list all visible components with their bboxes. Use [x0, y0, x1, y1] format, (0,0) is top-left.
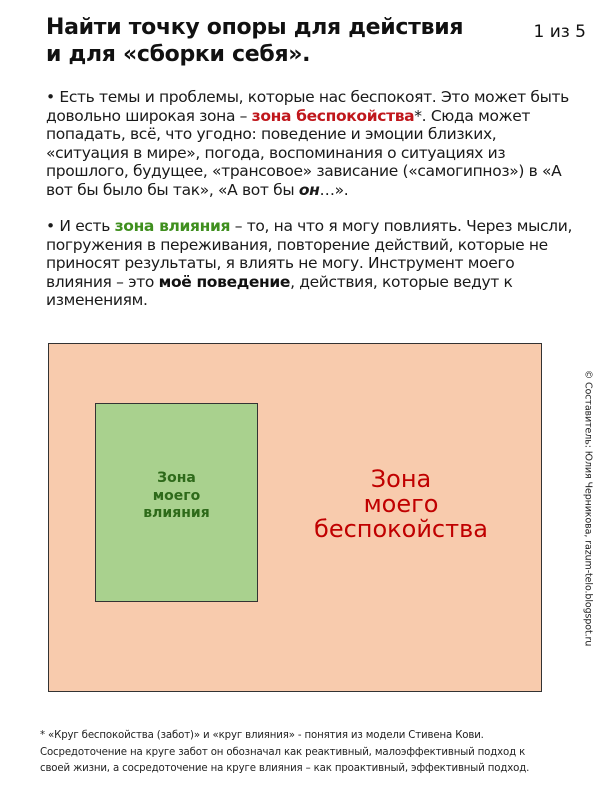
- page-indicator: 1 из 5: [533, 22, 586, 42]
- footnote-line: Сосредоточение на круге забот он обозначал как реактивный, малоэффективный подход к: [40, 746, 526, 758]
- influence-label-line: Зона: [157, 470, 196, 487]
- concern-zone-highlight: зона беспокойства: [251, 106, 415, 125]
- paragraph-influence: [46, 217, 576, 310]
- bullet: •: [46, 88, 55, 106]
- paragraph-text: И есть: [54, 217, 115, 235]
- influence-zone-label: [143, 470, 209, 523]
- influence-label-line: влияния: [143, 505, 210, 522]
- bullet: •: [46, 217, 55, 235]
- bold-phrase: моё поведение: [158, 272, 291, 291]
- influence-zone-highlight: зона влияния: [114, 217, 231, 235]
- concern-zone-diagram: [48, 343, 542, 692]
- paragraph-text: – то, на что я могу повлиять. Через мысли, погружения в переживания, повторение действий, которые не приносят результаты, я влиять не могу. Инструмент моего влияния – это: [46, 217, 573, 291]
- influence-label-line: моего: [152, 487, 201, 504]
- concern-zone-label: [294, 467, 508, 542]
- paragraph-text: *. Сюда может попадать, всё, что угодно: поведение и эмоции близких, «ситуация в мире», погода, воспоминания о ситуациях из прошлого, будущее, «трансовое» зависание («самогипноз») в «А вот бы было бы так», «А вот бы: [46, 106, 562, 199]
- concern-label-line: беспокойства: [314, 515, 488, 543]
- italic-word: он: [298, 180, 320, 199]
- footnote-line: * «Круг беспокойства (забот)» и «круг влияния» - понятия из модели Стивена Кови.: [40, 730, 484, 741]
- paragraph-text: …».: [319, 180, 349, 199]
- title-line-1: Найти точку опоры для действия: [46, 15, 464, 40]
- paragraph-text: , действия, которые ведут к изменениям.: [46, 272, 513, 310]
- concern-label-line: Зона: [370, 465, 432, 493]
- title-line-2: и для «сборки себя».: [46, 42, 311, 67]
- influence-zone-box: [95, 403, 258, 602]
- footnote: [40, 728, 580, 778]
- paragraph-text: Есть темы и проблемы, которые нас беспокоят. Это может быть довольно широкая зона –: [46, 88, 569, 125]
- page-title: [46, 14, 516, 68]
- paragraph-concern: [46, 88, 576, 200]
- concern-label-line: моего: [363, 490, 439, 518]
- author-credit: © Составитель: Юлия Черникова, razum-telo.blogspot.ru: [582, 369, 594, 647]
- footnote-line: своей жизни, а сосредоточение на круге влияния – как проактивный, эффективный подход.: [40, 763, 530, 774]
